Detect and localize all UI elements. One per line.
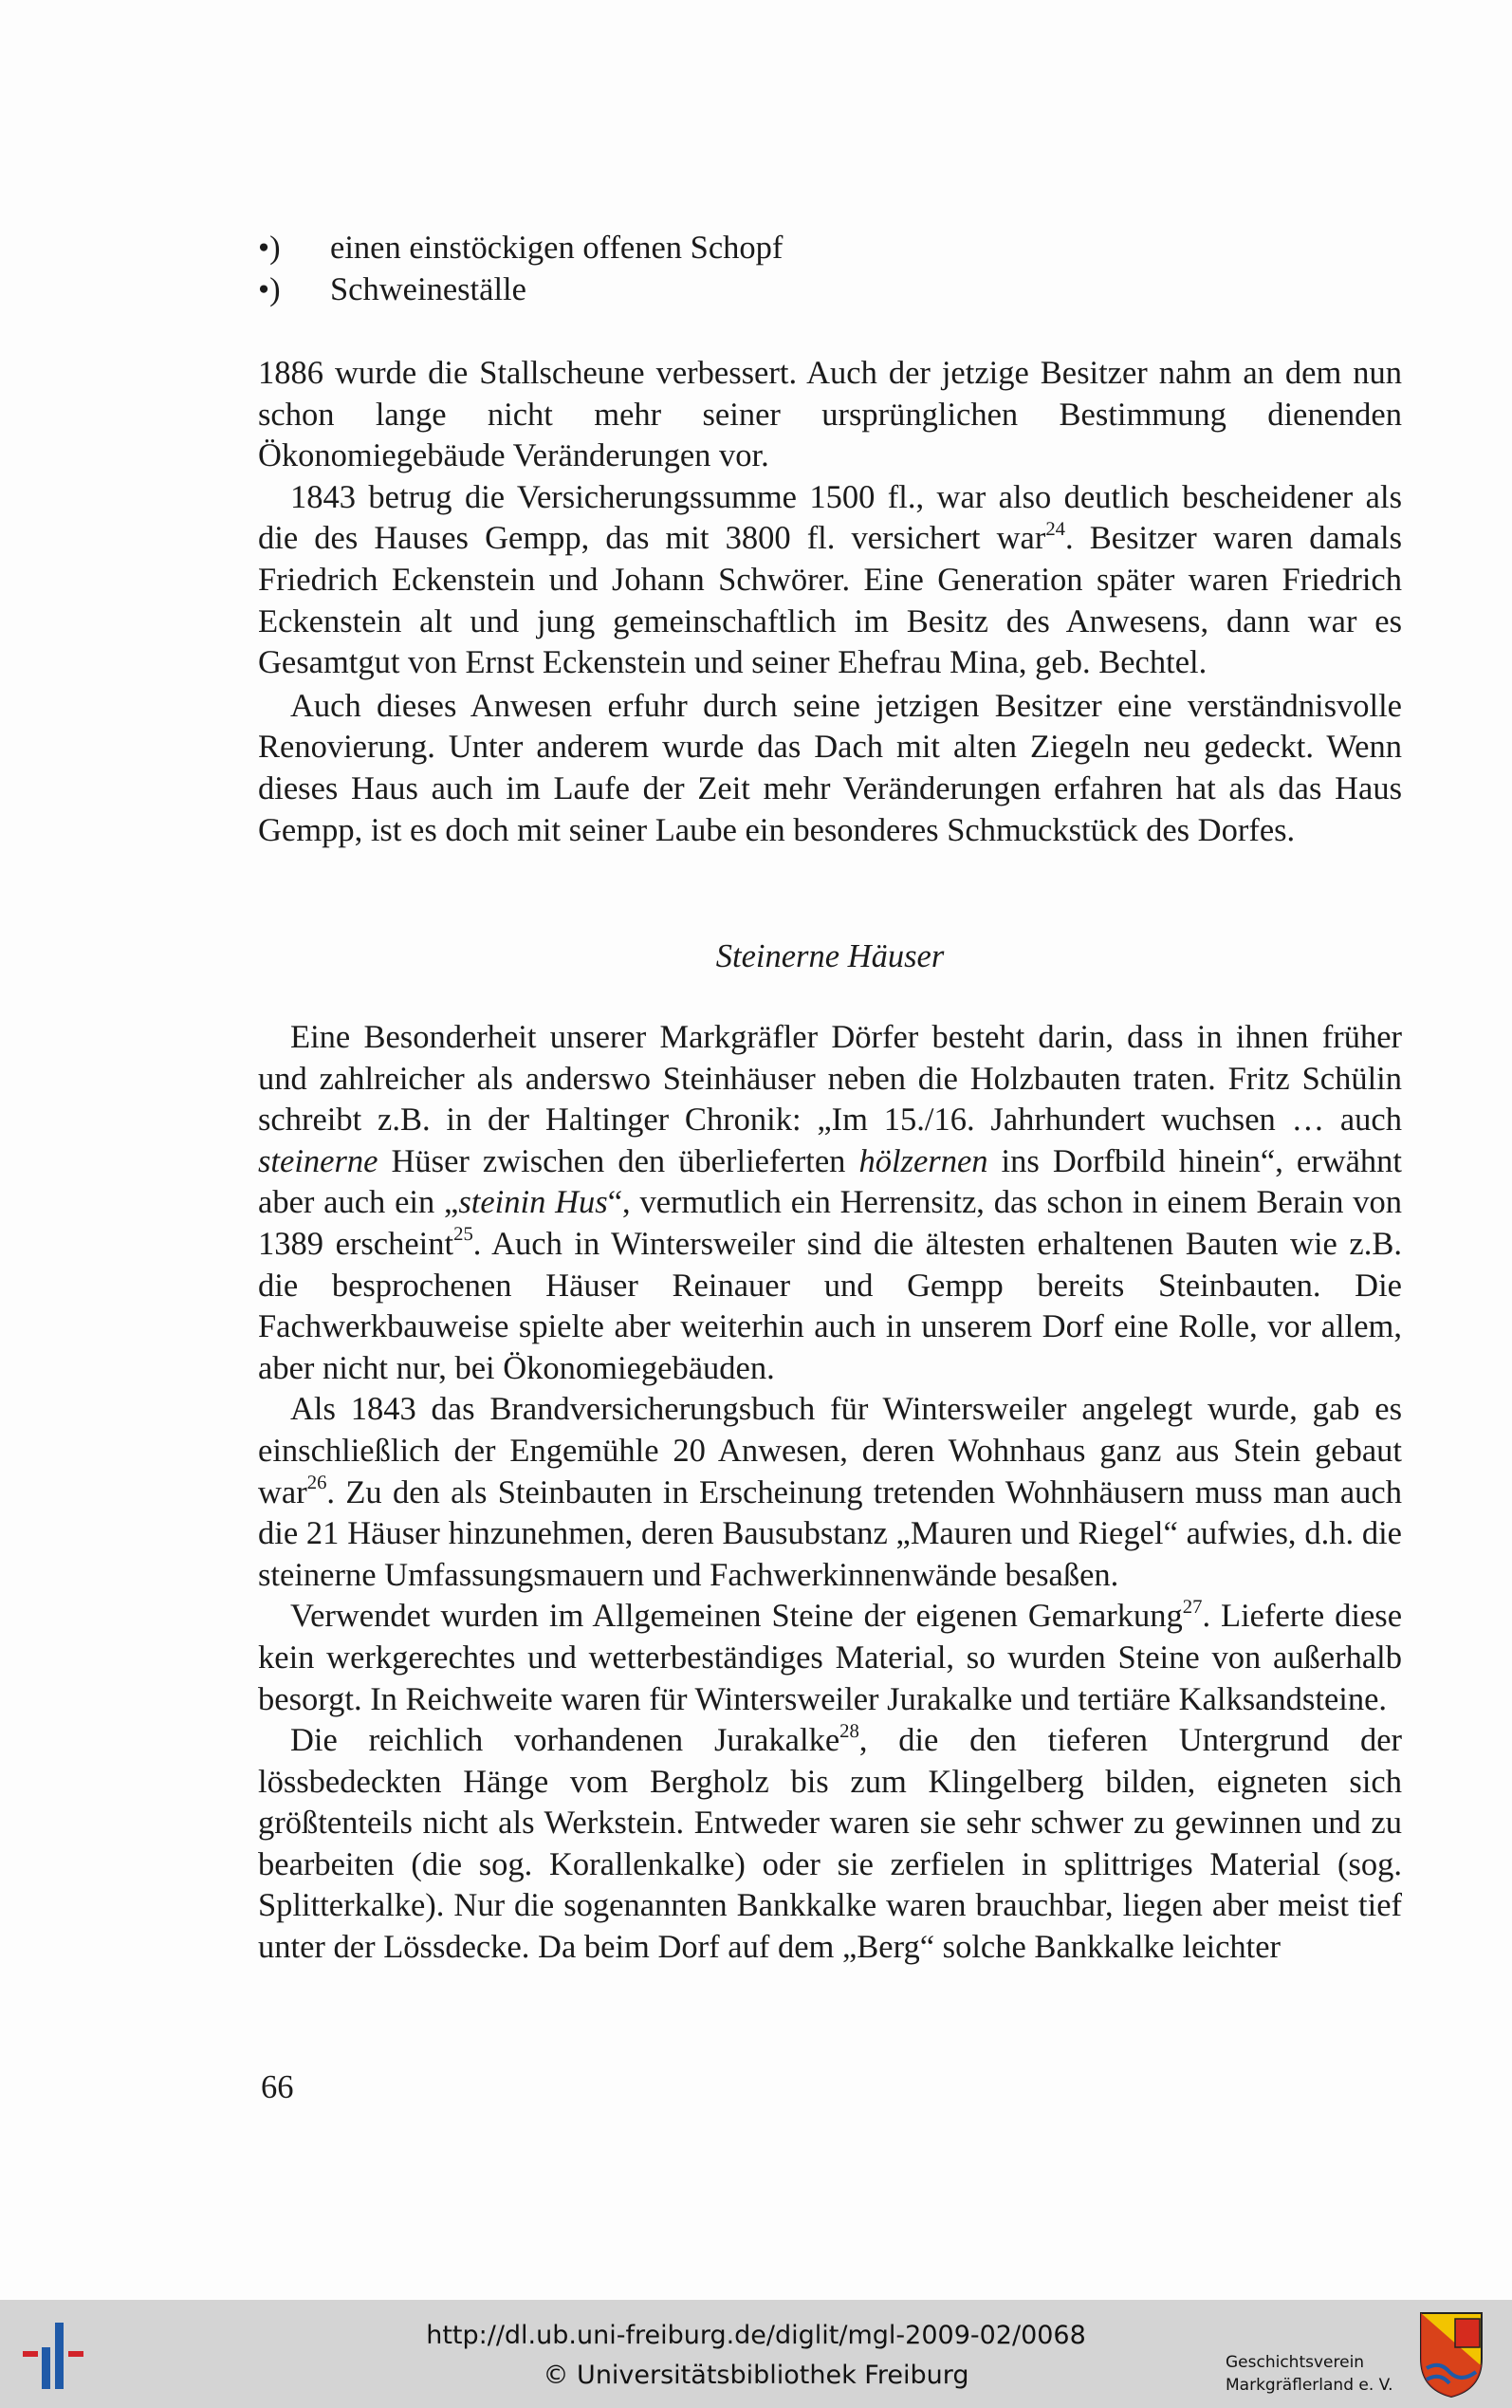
- bullet-mark: •): [258, 230, 281, 266]
- footnote-ref: 24: [1045, 518, 1066, 540]
- paragraph-text: Eine Besonderheit unserer Markgräfler Dörfer besteht darin, dass in ihnen früher und zahlreicher als anderswo Steinhäuser neben die Holzbauten traten. Fritz Schülin schreibt z.B. in der Haltinger Chronik: „Im 15./16. Jahrhundert wuchsen … auch: [258, 1019, 1402, 1139]
- paragraph-text: Die reichlich vorhandenen Jurakalke: [290, 1722, 840, 1759]
- paragraph-text: “, vermutlich ein Herrensitz, das schon in einem Berain von 1389 erscheint: [258, 1184, 1402, 1262]
- footnote-ref: 25: [453, 1224, 473, 1246]
- paragraph: [258, 1017, 1402, 1389]
- paragraph: [258, 1389, 1402, 1596]
- emphasis: steinin Hus: [458, 1184, 608, 1221]
- society-name: Geschichtsverein: [1226, 2353, 1365, 2372]
- paragraph: [258, 1596, 1402, 1720]
- paragraph-text: Als 1843 das Brandversicherungsbuch für Wintersweiler angelegt wurde, gab es einschließlich der Engemühle 20 Anwesen, deren Wohnhaus ganz aus Stein gebaut war: [258, 1391, 1402, 1510]
- footer-bar: [0, 2300, 1512, 2408]
- paragraph-text: . Zu den als Steinbauten in Erscheinung tretenden Wohnhäusern muss man auch die 21 Häuser hinzunehmen, deren Bausubstanz „Mauren und Riegel“ aufwies, d.h. die steinerne Umfassungsmauern und Fachwerkinnenwände besaßen.: [258, 1473, 1402, 1593]
- footnote-ref: 28: [839, 1720, 859, 1742]
- emphasis: steinerne: [258, 1142, 378, 1179]
- footnote-ref: 27: [1182, 1596, 1203, 1618]
- paragraph-text: . Besitzer waren damals Friedrich Eckenstein und Johann Schwörer. Eine Generation später waren Friedrich Eckenstein alt und jung gemeinschaftlich im Besitz des Anwesens, dann war es Gesamtgut von Ernst Eckenstein und seiner Ehefrau Mina, geb. Bechtel.: [258, 520, 1402, 681]
- paragraph-text: Verwendet wurden im Allgemeinen Steine der eigenen Gemarkung: [290, 1598, 1183, 1635]
- source-url-link[interactable]: http://dl.ub.uni-freiburg.de/diglit/mgl-2009-02/0068: [426, 2321, 1086, 2350]
- paragraph-text: Auch dieses Anwesen erfuhr durch seine jetzigen Besitzer eine verständnisvolle Renovierung. Unter anderem wurde das Dach mit alten Ziegeln neu gedeckt. Wenn dieses Haus auch im Laufe der Zeit mehr Veränderungen erfahren hat als das Haus Gempp, ist es doch mit seiner Laube ein besonderes Schmuckstück des Dorfes.: [258, 687, 1402, 848]
- copyright-text: © Universitätsbibliothek Freiburg: [543, 2361, 969, 2390]
- paragraph-text: Hüser zwischen den überlieferten: [378, 1142, 859, 1179]
- section-stone-houses: [258, 1017, 1402, 1969]
- bullet-mark: •): [258, 270, 281, 307]
- paragraph: [258, 1720, 1402, 1969]
- paragraph: [258, 686, 1402, 851]
- bullet-text: einen einstöckigen offenen Schopf: [330, 230, 784, 266]
- paragraph: [258, 353, 1402, 477]
- section-farm-building: [258, 353, 1402, 851]
- paragraph-text: , die den tieferen Untergrund der lössbedeckten Hänge vom Bergholz bis zum Klingelberg bilden, eigneten sich größtenteils nicht als Werkstein. Entweder waren sie sehr schwer zu gewinnen und zu bearbeiten (die sog. Korallenkalke) oder sie zerfielen in splittriges Material (sog. Splitterkalke). Nur die sogenannten Bankkalke waren brauchbar, liegen aber meist tief unter der Lössdecke. Da beim Dorf auf dem „Berg“ solche Bankkalke leichter: [258, 1722, 1402, 1966]
- paragraph: [258, 477, 1402, 684]
- list-item: [258, 269, 1402, 311]
- footnote-ref: 26: [306, 1472, 327, 1493]
- bullet-list: [258, 228, 1402, 310]
- section-heading: Steinerne Häuser: [715, 938, 945, 974]
- society-name: Markgräflerland e. V.: [1226, 2376, 1393, 2395]
- emphasis: hölzernen: [858, 1142, 988, 1179]
- paragraph-text: . Lieferte diese kein werkgerechtes und wetterbeständiges Material, so wurden Steine von außerhalb besorgt. In Reichweite waren für Wintersweiler Jurakalke und tertiäre Kalksandsteine.: [258, 1598, 1403, 1717]
- bullet-text: Schweineställe: [330, 270, 526, 307]
- list-item: [258, 228, 1402, 269]
- paragraph-text: 1843 betrug die Versicherungssumme 1500 fl., war also deutlich bescheidener als die des Hauses Gempp, das mit 3800 fl. versichert war: [258, 478, 1402, 557]
- paragraph-text: ins Dorfbild hinein“, erwähnt aber auch ein „: [258, 1142, 1403, 1221]
- page-number: 66: [261, 2069, 294, 2105]
- paragraph-text: 1886 wurde die Stallscheune verbessert. Auch der jetzige Besitzer nahm an dem nun schon lange nicht mehr seiner ursprünglichen Bestimmung dienenden Ökonomiegebäude Veränderungen vor.: [258, 355, 1402, 474]
- coat-of-arms-icon: [1417, 2309, 1485, 2400]
- paragraph-text: . Auch in Wintersweiler sind die ältesten erhaltenen Bauten wie z.B. die besprochenen Häuser Reinauer und Gempp bereits Steinbauten. Die Fachwerkbauweise spielte aber weiterhin auch in unserem Dorf eine Rolle, vor allem, aber nicht nur, bei Ökonomiegebäuden.: [258, 1225, 1402, 1386]
